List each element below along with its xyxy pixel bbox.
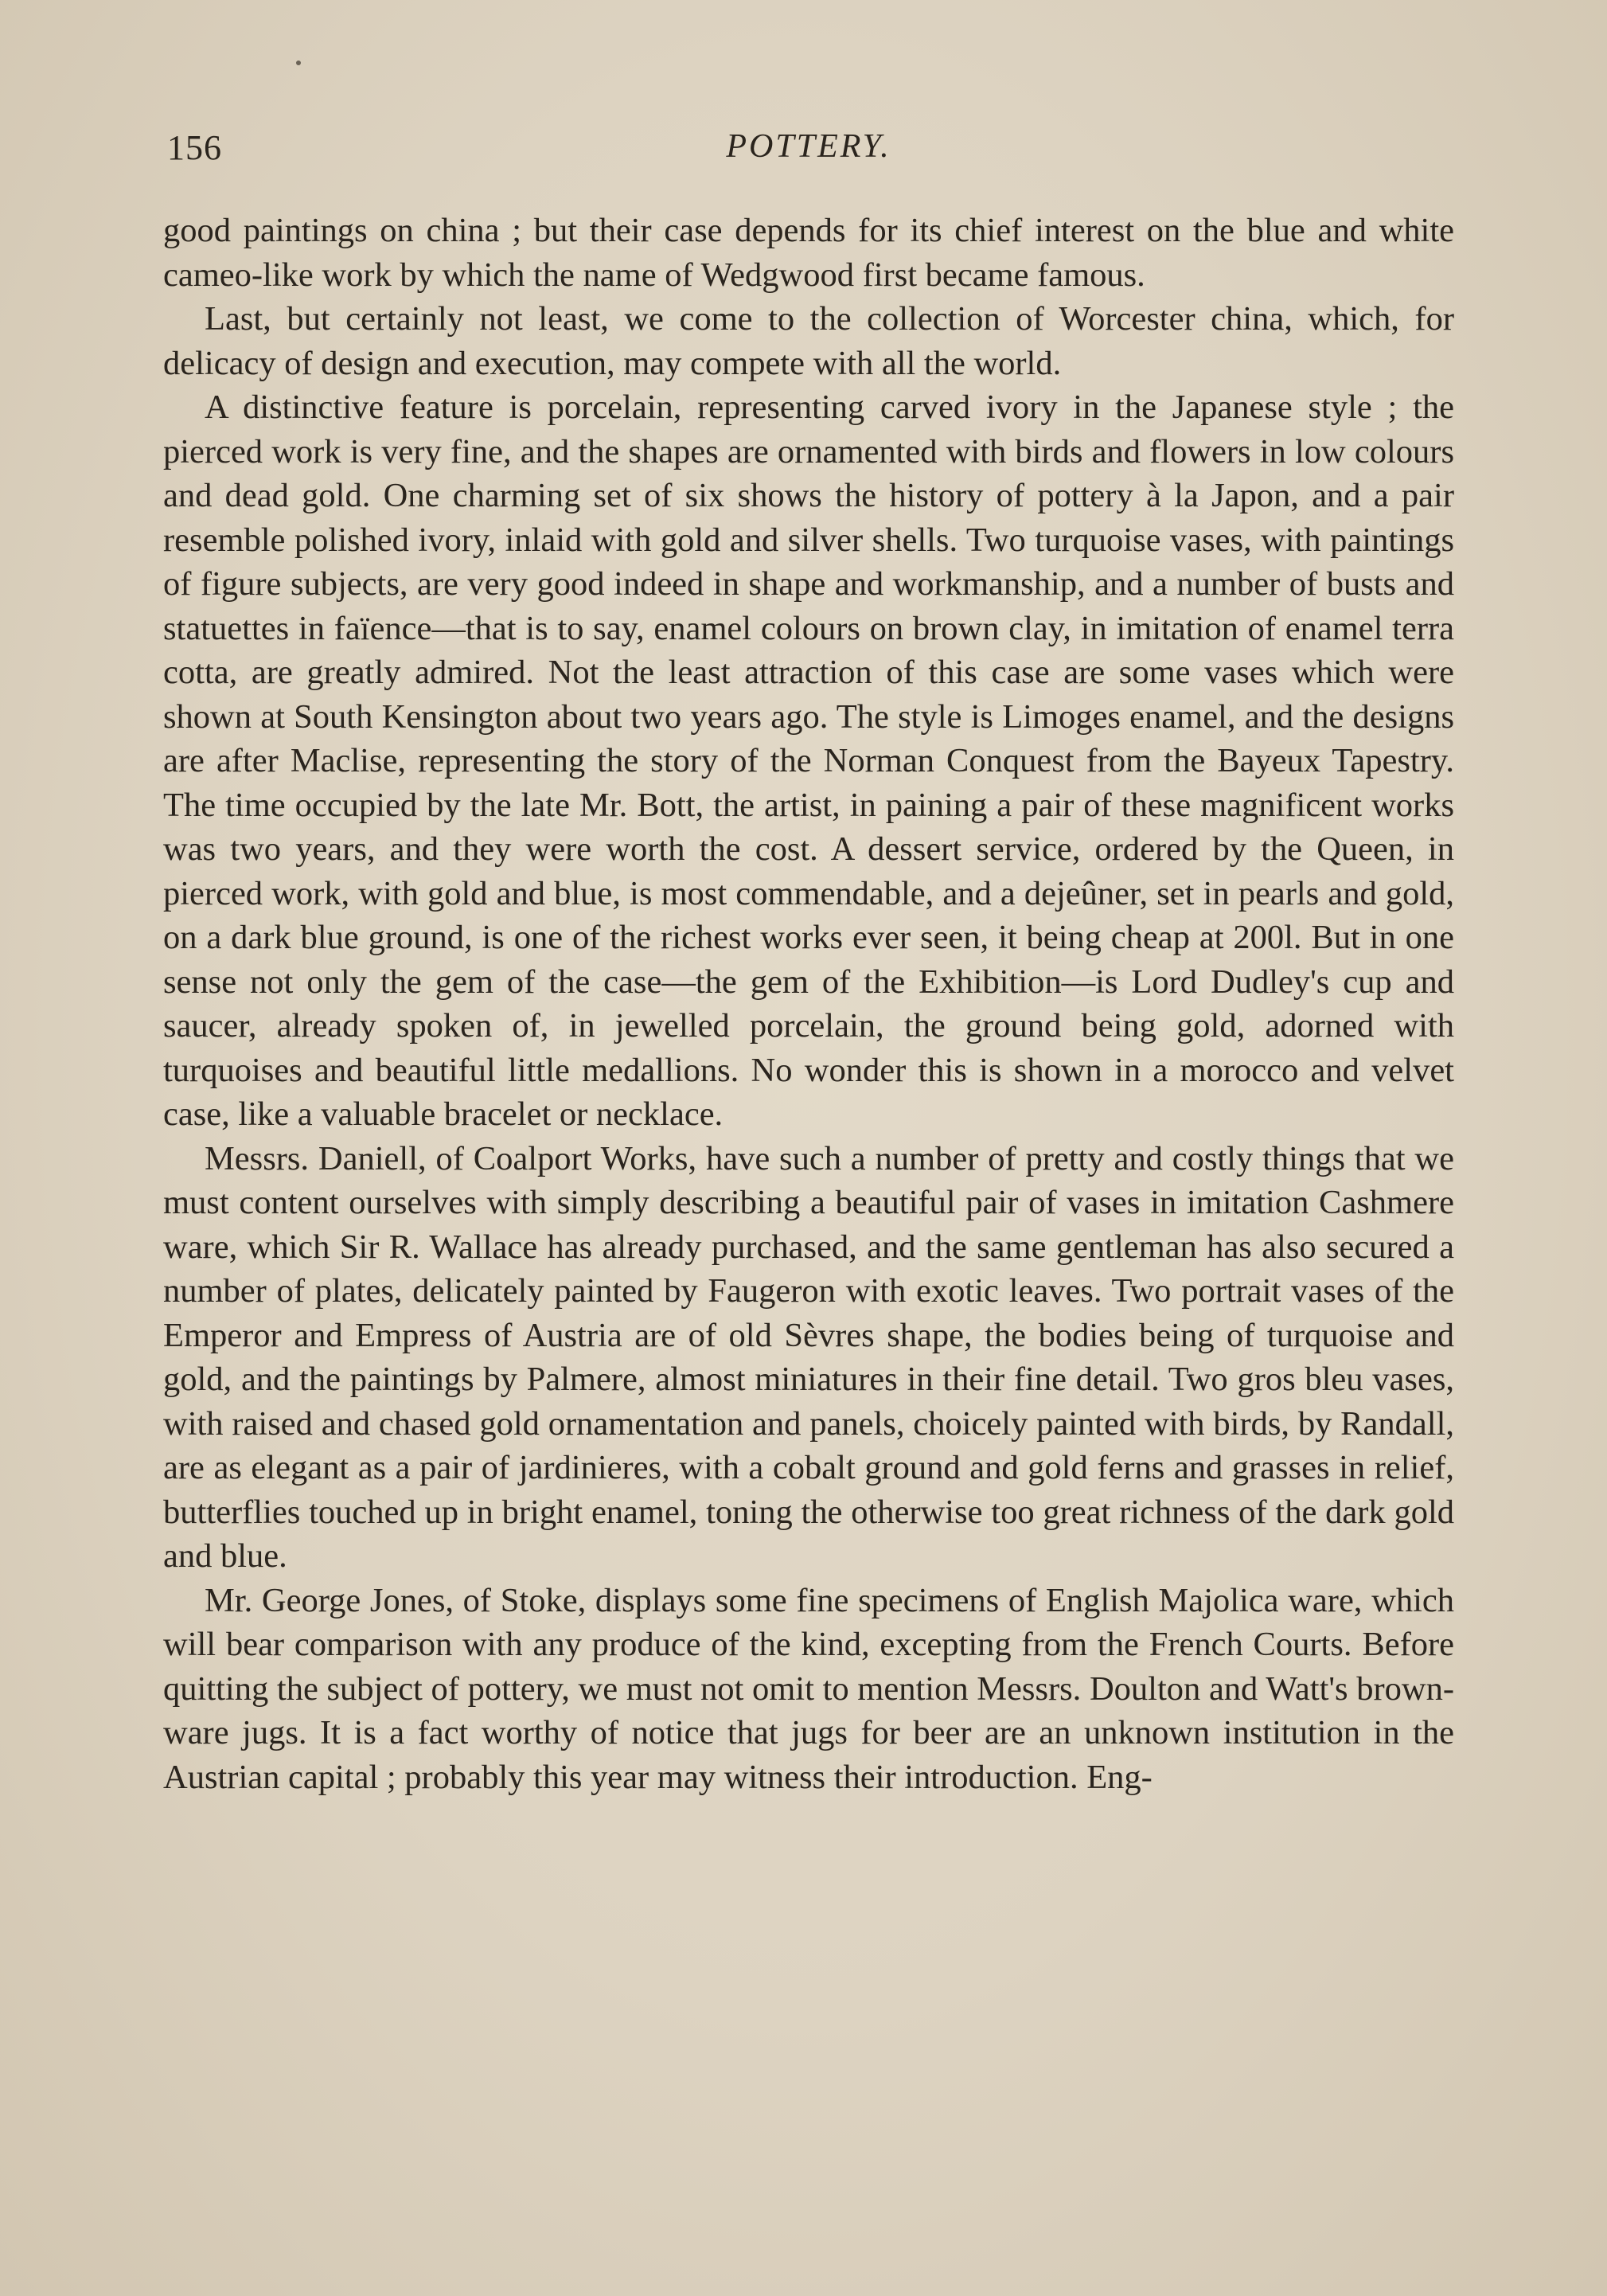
paragraph-3: A distinctive feature is porcelain, representing carved ivory in the Japanese style ; the pierced work is very fine, and the shapes are ornamented with birds and flowers in low colours and dead gold. One charming set of six shows the history of pottery à la Japon, and a pair resemble polished ivory, inlaid with gold and silver shells. Two turquoise vases, with paintings of figure subjects, are very good indeed in shape and workmanship, and a number of busts and statuettes in faïence—that is to say, enamel colours on brown clay, in imitation of enamel terra cotta, are greatly admired. Not the least attraction of this case are some vases which were shown at South Kensington about two years ago. The style is Limoges enamel, and the designs are after Maclise, representing the story of the Norman Conquest from the Bayeux Tapestry. The time occupied by the late Mr. Bott, the artist, in paining a pair of these magnificent works was two years, and they were worth the cost. A dessert service, ordered by the Queen, in pierced work, with gold and blue, is most commendable, and a dejeûner, set in pearls and gold, on a dark blue ground, is one of the richest works ever seen, it being cheap at 200l. But in one sense not only the gem of the case—the gem of the Exhibition—is Lord Dudley's cup and saucer, already spoken of, in jewelled porcelain, the ground being gold, adorned with turquoises and beautiful little medallions. No wonder this is shown in a morocco and velvet case, like a valuable bracelet or necklace. (163, 389, 1454, 1133)
body-text (163, 209, 1454, 1799)
paragraph-2: Last, but certainly not least, we come to the collection of Worcester china, which, for delicacy of design and execution, may compete with all the world. (163, 300, 1454, 382)
book-page (163, 0, 1454, 2296)
running-head (163, 127, 1454, 175)
paragraph-1: good paintings on china ; but their case depends for its chief interest on the blue and white cameo-like work by which the name of Wedgwood first became famous. (163, 212, 1454, 294)
paragraph-5: Mr. George Jones, of Stoke, displays some fine specimens of English Majolica ware, which will bear comparison with any produce of the kind, excepting from the French Courts. Before quitting the subject of pottery, we must not omit to mention Messrs. Doulton and Watt's brown-ware jugs. It is a fact worthy of notice that jugs for beer are an unknown institution in the Austrian capital ; probably this year may witness their introduction. Eng- (163, 1581, 1454, 1796)
running-title: POTTERY. (726, 128, 891, 165)
page-number: 156 (167, 128, 222, 167)
paragraph-4: Messrs. Daniell, of Coalport Works, have such a number of pretty and costly things that we must content ourselves with simply describing a beautiful pair of vases in imitation Cashmere ware, which Sir R. Wallace has already purchased, and the same gentleman has also secured a number of plates, delicately painted by Faugeron with exotic leaves. Two portrait vases of the Emperor and Empress of Austria are of old Sèvres shape, the bodies being of turquoise and gold, and the paintings by Palmere, almost miniatures in their fine detail. Two gros bleu vases, with raised and chased gold ornamentation and panels, choicely painted with birds, by Randall, are as elegant as a pair of jardinieres, with a cobalt ground and gold ferns and grasses in relief, butterflies touched up in bright enamel, toning the otherwise too great richness of the dark gold and blue. (163, 1139, 1454, 1575)
